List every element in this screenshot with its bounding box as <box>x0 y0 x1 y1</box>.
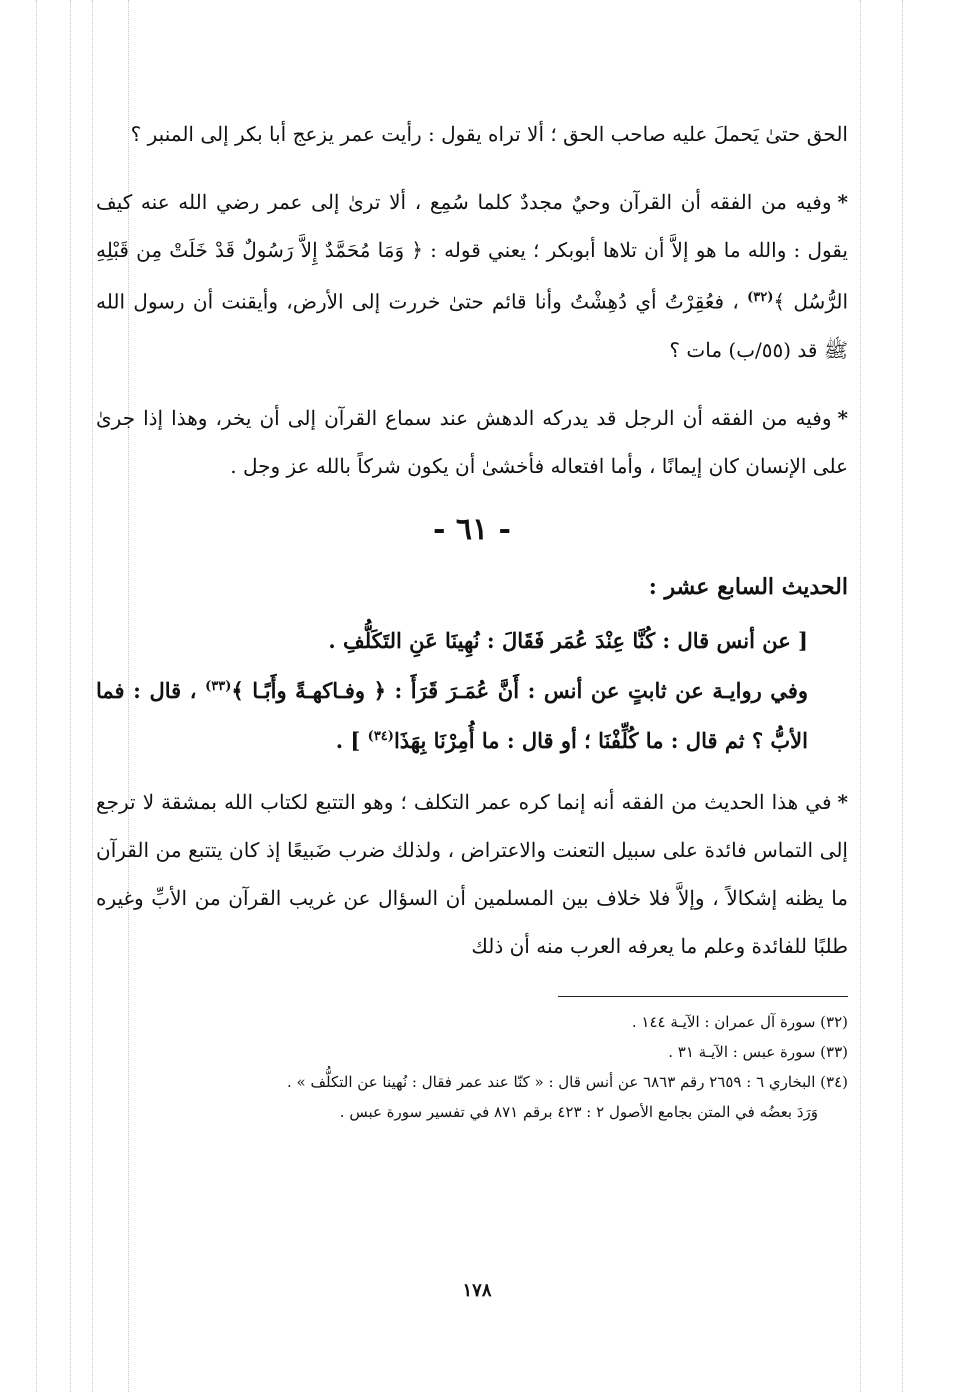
hadith-line-2-c: ] . <box>335 727 368 753</box>
guide-line <box>92 0 93 1392</box>
paragraph-3 <box>96 394 848 490</box>
footnote-32: (٣٢) سورة آل عمران : الآيـة ١٤٤ . <box>631 1012 848 1031</box>
hadith-text <box>96 618 848 764</box>
guide-line <box>70 0 71 1392</box>
hadith-line-1: [ عن أنس قال : كُنَّا عِنْدَ عُمَر فَقَالَ : نُهِينَا عَنِ التَكَلُّفِ . <box>328 627 808 653</box>
commentary-paragraph <box>96 778 848 970</box>
paragraph-1-text: الحق حتىٰ يَحملَ عليه صاحب الحق ؛ ألا تراه يقول : رأيت عمر يزعج أبا بكر إلى المنبر ؟ <box>130 122 848 146</box>
paragraph-2-rest: ، فعُقِرْتُ أي دُهِشْتُ وأنا قائم حتىٰ خررت إلى الأرض، وأيقنت أن رسول الله ﷺ قد (٥٥/ب) مات ؟ <box>96 289 848 362</box>
footnote-ref-34[interactable]: (٣٤) <box>367 728 394 744</box>
commentary-text: في هذا الحديث من الفقه أنه إنما كره عمر التكلف ؛ وهو التتبع لكتاب الله بمشقة لا ترجع إلى التماس فائدة على سبيل التعنت والاعتراض ، ولذلك ضرب ضَبيعًا إذ كان يتتبع من القرآن ما يظنه إشكالاً ، وإلاَّ فلا خلاف بين المسلمين أن السؤال عن غريب القرآن من الأبِّ وغيره طلبًا للفائدة وعلم ما يعرفه العرب منه أن ذلك <box>96 789 848 958</box>
footnote-33: (٣٣) سورة عبس : الآيـة ٣١ . <box>668 1042 848 1061</box>
guide-line <box>36 0 37 1392</box>
footnote-34-text: (٣٤) البخاري ٦ : ٢٦٥٩ رقم ٦٨٦٣ عن أنس قال : « كنّا عند عمر فقال : نُهينا عن التكلُّف » . <box>287 1072 848 1091</box>
bullet-star: * <box>837 190 848 214</box>
guide-line <box>902 0 903 1392</box>
hadith-number: - ٦١ - <box>432 511 512 547</box>
footnote-34 <box>96 1067 848 1127</box>
footnote-separator <box>558 996 848 997</box>
hadith-line-2-b: ، قال : فما الأبُّ ؟ ثم قال : ما كُلِّفْنَا ؛ أو قال : ما أُمِرْنَا بِهَذَا <box>96 677 808 753</box>
paragraph-2-text: وفيه من الفقه أن القرآن وحيٌ مجددٌ كلما سُمِع ، ألا ترىٰ إلى عمر رضي الله عنه كيف يقول : والله ما هو إلاَّ أن تلاها أبوبكر ؛ يعني قوله : ﴿ وَمَا مُحَمَّدٌ إِلاَّ رَسُولٌ قَدْ خَلَتْ مِن قَبْلِهِ الرُّسُل ﴾ <box>96 190 849 314</box>
paragraph-2 <box>96 178 848 374</box>
footnote-ref-32[interactable]: (٣٢) <box>747 290 774 305</box>
hadith-line-2-a: وفي روايـة عن ثابتٍ عن أنس : أَنَّ عُمَـرَ قَرَأَ : ﴿ وفـاكهـةً وأَبًـا ﴾ <box>231 677 808 703</box>
bullet-star: * <box>837 789 848 814</box>
paragraph-3-text: وفيه من الفقه أن الرجل قد يدركه الدهش عند سماع القرآن إلى أن يخر، وهذا إذا جرىٰ على الإنسان كان إيمانًا ، وأما افتعاله فأخشىٰ أن يكون شركاً بالله عز وجل . <box>96 405 848 478</box>
page-number: ١٧٨ <box>462 1280 492 1301</box>
footnote-ref-33[interactable]: (٣٣) <box>205 678 232 694</box>
guide-line <box>860 0 861 1392</box>
page-body <box>96 110 848 1127</box>
footnote-34-continuation: وَرَدَ بعضُه في المتن بجامع الأصول ٢ : ٤٢٣ برقم ٨٧١ في تفسير سورة عبس . <box>339 1102 818 1121</box>
bullet-star: * <box>837 405 848 430</box>
hadith-heading: الحديث السابع عشر : <box>648 573 848 600</box>
paragraph-1 <box>96 110 848 158</box>
hadith-line-2 <box>96 664 848 764</box>
